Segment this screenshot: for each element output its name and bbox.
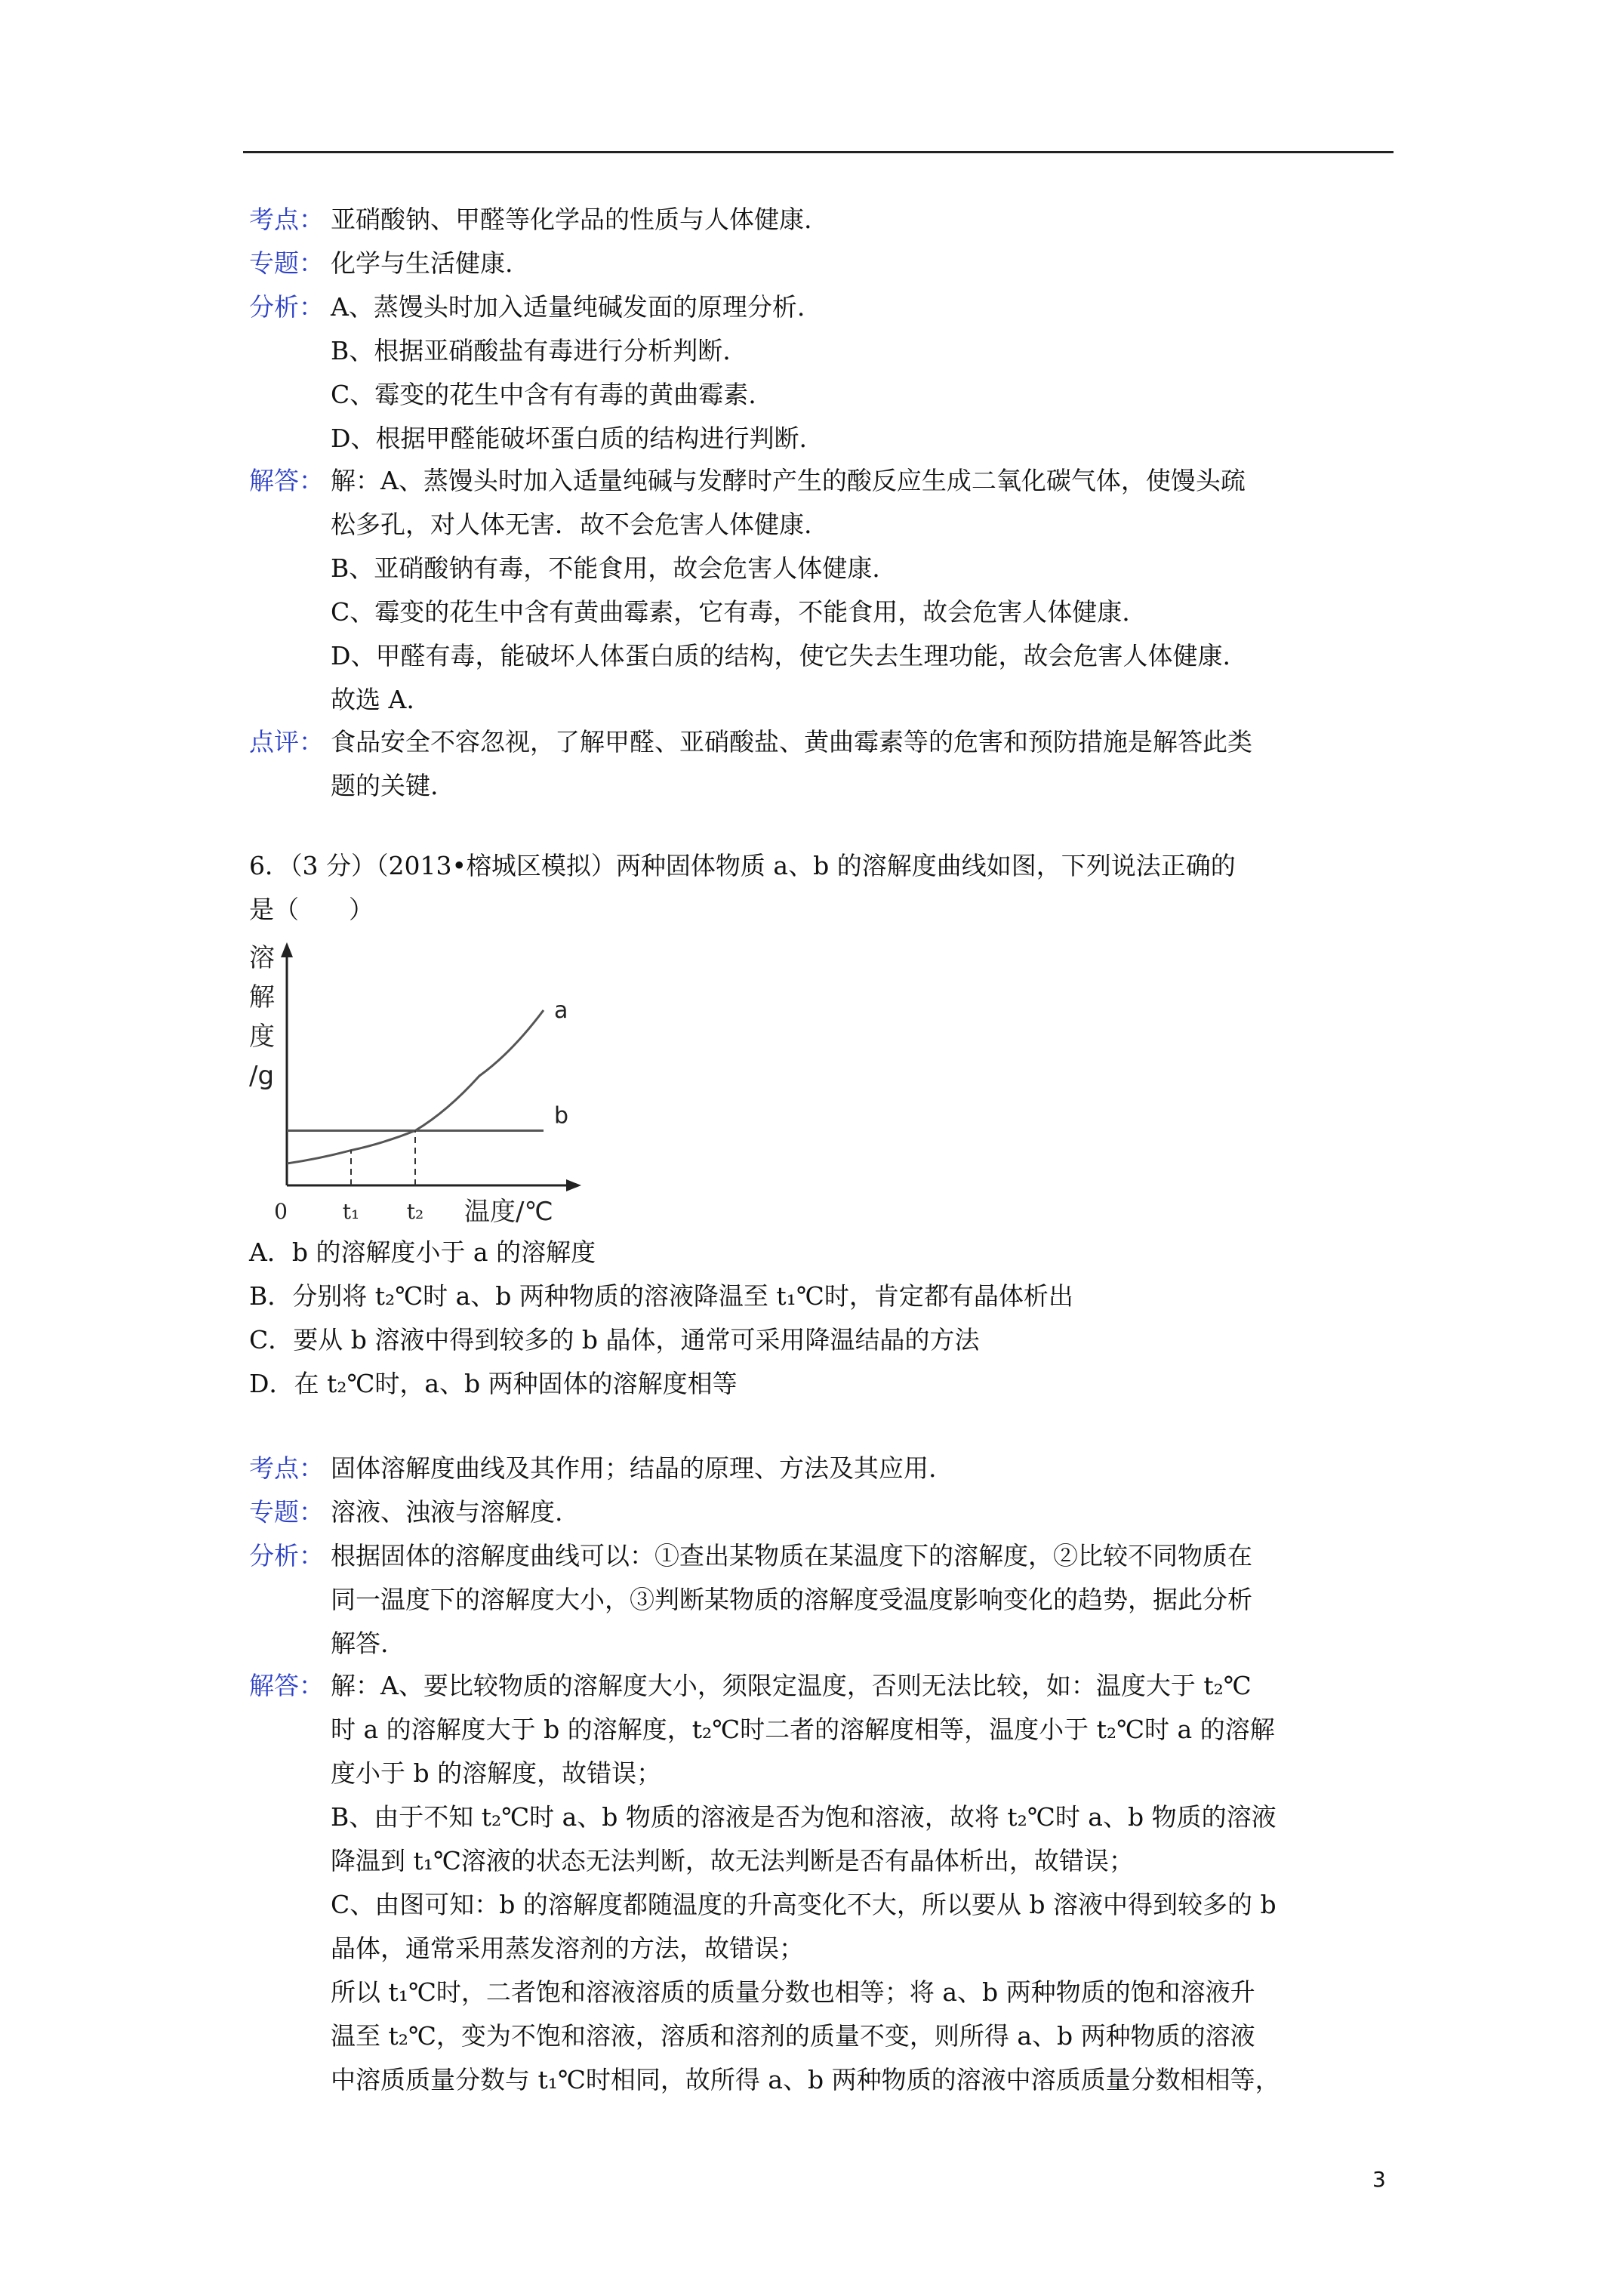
jieda-block (249, 459, 1397, 722)
option-a: A．b 的溶解度小于 a 的溶解度 (249, 1237, 596, 1267)
fenxi-line: 同一温度下的溶解度大小，③判断某物质的溶解度受温度影响变化的趋势，据此分析 (331, 1585, 1252, 1614)
dianping-line: 食品安全不容忽视，了解甲醛、亚硝酸盐、黄曲霉素等的危害和预防措施是解答此类 (331, 727, 1252, 757)
fenxi-block (249, 285, 1397, 461)
zhuanti-label: 专题： (249, 1497, 324, 1527)
kaodian-text: 固体溶解度曲线及其作用；结晶的原理、方法及其应用. (331, 1453, 937, 1483)
y-axis-arrow (281, 942, 293, 957)
header-rule (243, 151, 1394, 153)
jieda-block-2 (249, 1664, 1397, 2102)
option-c: C．要从 b 溶液中得到较多的 b 晶体，通常可采用降温结晶的方法 (249, 1325, 980, 1354)
x-axis-arrow (566, 1179, 581, 1191)
jieda-line: B、亚硝酸钠有毒，不能食用，故会危害人体健康. (331, 553, 880, 583)
jieda-line: B、由于不知 t₂℃时 a、b 物质的溶液是否为饱和溶液，故将 t₂℃时 a、b 物质的溶液 (331, 1802, 1277, 1832)
fenxi-line: 根据固体的溶解度曲线可以：①查出某物质在某温度下的溶解度，②比较不同物质在 (331, 1541, 1252, 1570)
kaodian-text: 亚硝酸钠、甲醛等化学品的性质与人体健康. (331, 205, 812, 234)
y-axis-label: 度 (249, 1022, 275, 1052)
fenxi-block-2 (249, 1534, 1397, 1666)
dianping-label: 点评： (249, 727, 324, 757)
question6-stem-line: 6．（3 分）（2013•榕城区模拟）两种固体物质 a、b 的溶解度曲线如图，下列说法正确的 (249, 851, 1236, 880)
fenxi-line: A、蒸馒头时加入适量纯碱发面的原理分析. (331, 292, 805, 322)
jieda-label: 解答： (249, 466, 324, 495)
jieda-line: C、霉变的花生中含有黄曲霉素，它有毒，不能食用，故会危害人体健康. (331, 597, 1130, 627)
series-b-label: b (554, 1102, 569, 1130)
fenxi-label: 分析： (249, 292, 324, 322)
zhuanti-text: 化学与生活健康. (331, 248, 513, 278)
fenxi-line: D、根据甲醛能破坏蛋白质的结构进行判断. (331, 424, 807, 453)
jieda-label: 解答： (249, 1671, 324, 1700)
question6-stem-line: 是（ ） (249, 895, 374, 924)
fenxi-line: B、根据亚硝酸盐有毒进行分析判断. (331, 336, 731, 365)
dianping-block (249, 720, 1397, 808)
chart-axes (281, 942, 581, 1191)
page-number: 3 (1372, 2167, 1386, 2192)
jieda-line: 故选 A. (331, 685, 414, 714)
jieda-line: 中溶质质量分数与 t₁℃时相同，故所得 a、b 两种物质的溶液中溶质质量分数相相等， (331, 2065, 1280, 2094)
jieda-line: 松多孔，对人体无害．故不会危害人体健康. (331, 510, 812, 539)
x-axis-label: 温度/℃ (464, 1197, 553, 1227)
jieda-line: C、由图可知：b 的溶解度都随温度的升高变化不大，所以要从 b 溶液中得到较多的 b (331, 1890, 1277, 1919)
jieda-line: 所以 t₁℃时，二者饱和溶液溶质的质量分数也相等；将 a、b 两种物质的饱和溶液升 (331, 1977, 1255, 2007)
jieda-line: D、甲醛有毒，能破坏人体蛋白质的结构，使它失去生理功能，故会危害人体健康. (331, 641, 1230, 670)
y-axis-label: /g (249, 1061, 275, 1091)
zhuanti-label: 专题： (249, 248, 324, 278)
series-a-label: a (554, 997, 568, 1024)
jieda-line: 时 a 的溶解度大于 b 的溶解度，t₂℃时二者的溶解度相等，温度小于 t₂℃时 a 的溶解 (331, 1715, 1275, 1744)
option-d: D．在 t₂℃时，a、b 两种固体的溶解度相等 (249, 1369, 738, 1398)
kaodian-label: 考点： (249, 205, 324, 234)
jieda-line: 晶体，通常采用蒸发溶剂的方法，故错误； (331, 1934, 804, 1963)
fenxi-line: 解答. (331, 1629, 389, 1658)
dianping-line: 题的关键. (331, 771, 439, 800)
x-tick-label: 0 (274, 1199, 288, 1224)
chart-marks (287, 1010, 544, 1185)
jieda-line: 度小于 b 的溶解度，故错误； (331, 1758, 662, 1788)
fenxi-line: C、霉变的花生中含有有毒的黄曲霉素. (331, 380, 756, 409)
kaodian-label: 考点： (249, 1453, 324, 1483)
jieda-line: 解：A、蒸馒头时加入适量纯碱与发酵时产生的酸反应生成二氧化碳气体，使馒头疏 (331, 466, 1246, 495)
y-axis-label: 溶 (249, 943, 275, 973)
fenxi-label: 分析： (249, 1541, 324, 1570)
x-tick-label: t₂ (406, 1199, 424, 1224)
jieda-line: 解：A、要比较物质的溶解度大小，须限定温度，否则无法比较，如：温度大于 t₂℃ (331, 1671, 1252, 1700)
x-tick-label: t₁ (342, 1199, 360, 1224)
option-b: B．分别将 t₂℃时 a、b 两种物质的溶液降温至 t₁℃时，肯定都有晶体析出 (249, 1281, 1073, 1311)
jieda-line: 降温到 t₁℃溶液的状态无法判断，故无法判断是否有晶体析出，故错误； (331, 1846, 1134, 1875)
solubility-chart (249, 936, 596, 1238)
zhuanti-text: 溶液、浊液与溶解度. (331, 1497, 563, 1527)
jieda-line: 温至 t₂℃，变为不饱和溶液，溶质和溶剂的质量不变，则所得 a、b 两种物质的溶液 (331, 2021, 1255, 2051)
y-axis-label: 解 (249, 982, 275, 1012)
